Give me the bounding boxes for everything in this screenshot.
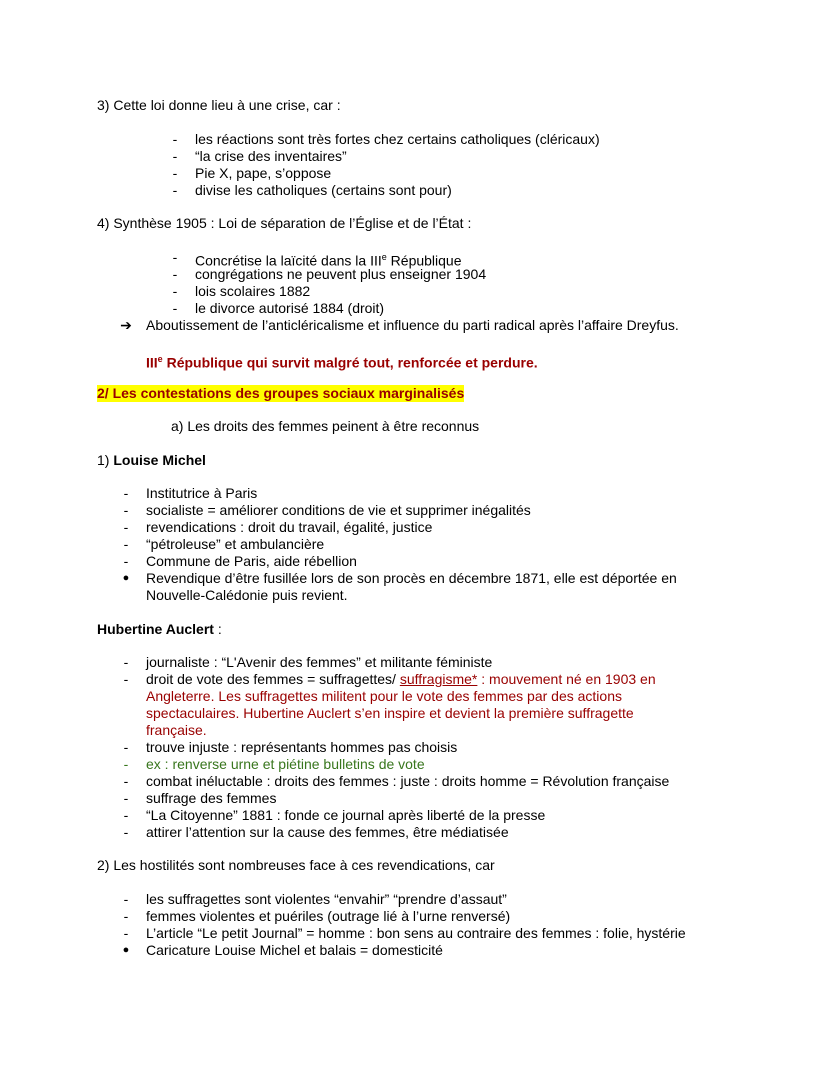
conclusion-text: République qui survit malgré tout, renforcée et perdure.	[162, 354, 538, 371]
list-item: socialiste = améliorer conditions de vie et supprimer inégalités	[146, 502, 531, 518]
part2-title: 2/ Les contestations des groupes sociaux marginalisés	[97, 385, 465, 401]
dash-marker: -	[123, 908, 129, 924]
heading-suffix: :	[213, 621, 222, 637]
definition-text: : mouvement né en 1903 en	[477, 671, 656, 687]
section3-heading: 3) Cette loi donne lieu à une crise, car :	[97, 97, 341, 113]
dash-marker: -	[123, 654, 129, 670]
list-item: L’article “Le petit Journal” = homme : bon sens au contraire des femmes : folie, hystérie	[146, 925, 686, 941]
dash-marker: -	[123, 553, 129, 569]
dash-marker: -	[172, 182, 178, 198]
list-item: Commune de Paris, aide rébellion	[146, 553, 357, 569]
definition-continued: française.	[146, 722, 207, 738]
list-item: trouve injuste : représentants hommes pas choisis	[146, 739, 458, 755]
dash-marker: -	[123, 485, 129, 501]
list-item: combat inéluctable : droits des femmes : juste : droits homme = Révolution française	[146, 773, 670, 789]
dash-marker: -	[172, 300, 178, 316]
arrow-icon: ➔	[120, 317, 132, 333]
dash-marker: -	[123, 790, 129, 806]
list-item: divise les catholiques (certains sont pour)	[195, 182, 452, 198]
section4-heading: 4) Synthèse 1905 : Loi de séparation de l’Église et de l’État :	[97, 215, 472, 231]
list-item: les réactions sont très fortes chez certains catholiques (cléricaux)	[195, 131, 600, 147]
definition-continued: Angleterre. Les suffragettes militent pour le vote des femmes par des actions	[146, 688, 622, 704]
list-item	[146, 671, 656, 688]
dash-marker: -	[123, 756, 129, 772]
dash-marker: -	[123, 739, 129, 755]
list-item: Pie X, pape, s’oppose	[195, 165, 332, 181]
list-item-text: République	[386, 252, 462, 269]
list-item: Caricature Louise Michel et balais = domesticité	[146, 942, 443, 958]
dash-marker: -	[123, 536, 129, 552]
list-item: le divorce autorisé 1884 (droit)	[195, 300, 385, 316]
list-item: attirer l’attention sur la cause des femmes, être médiatisée	[146, 824, 509, 840]
person-name: Louise Michel	[113, 452, 206, 468]
list-item: congrégations ne peuvent plus enseigner 1904	[195, 266, 487, 282]
dash-marker: -	[172, 266, 178, 282]
list-item: les suffragettes sont violentes “envahir” “prendre d’assaut”	[146, 891, 507, 907]
superscript: e	[157, 354, 163, 364]
bullet-icon: ●	[122, 572, 130, 584]
list-item: journaliste : “L'Avenir des femmes” et militante féministe	[146, 654, 493, 670]
dash-marker: -	[123, 502, 129, 518]
list-item-continued: Nouvelle-Calédonie puis revient.	[146, 587, 348, 603]
dash-marker: -	[123, 671, 129, 687]
republic-conclusion	[146, 351, 538, 372]
michel-heading	[97, 452, 206, 469]
dash-marker: -	[123, 807, 129, 823]
list-item-text: droit de vote des femmes = suffragettes/	[146, 671, 400, 687]
list-item-example: ex : renverse urne et piétine bulletins de vote	[146, 756, 425, 772]
dash-marker: -	[172, 131, 178, 147]
list-item: Revendique d’être fusillée lors de son procès en décembre 1871, elle est déportée en	[146, 570, 677, 586]
superscript: e	[381, 252, 387, 262]
dash-marker: -	[172, 283, 178, 299]
underlined-term: suffragisme*	[399, 671, 478, 687]
dash-marker: -	[123, 824, 129, 840]
list-item-text: Concrétise la laïcité dans la III	[195, 252, 382, 269]
list-item: “La Citoyenne” 1881 : fonde ce journal après liberté de la presse	[146, 807, 546, 823]
auclert-heading	[97, 621, 222, 638]
dash-marker: -	[172, 165, 178, 181]
definition-continued: spectaculaires. Hubertine Auclert s’en inspire et devient la première suffragette	[146, 705, 634, 721]
person-name: Hubertine Auclert	[97, 621, 214, 637]
bullet-icon: ●	[122, 944, 130, 956]
list-item: “pétroleuse” et ambulancière	[146, 536, 325, 552]
dash-marker: -	[123, 925, 129, 941]
arrow-conclusion: Aboutissement de l’anticléricalisme et influence du parti radical après l’affaire Dreyfus.	[146, 317, 679, 333]
heading-prefix: 1)	[97, 452, 114, 468]
list-item: revendications : droit du travail, égalité, justice	[146, 519, 433, 535]
conclusion-text: III	[146, 354, 158, 371]
list-item: femmes violentes et puériles (outrage lié à l’urne renversé)	[146, 908, 511, 924]
hostility-heading: 2) Les hostilités sont nombreuses face à ces revendications, car	[97, 857, 495, 873]
dash-marker: -	[123, 773, 129, 789]
dash-marker: -	[172, 148, 178, 164]
subsection-a: a) Les droits des femmes peinent à être reconnus	[171, 418, 480, 434]
dash-marker: -	[123, 519, 129, 535]
list-item: lois scolaires 1882	[195, 283, 311, 299]
dash-marker: -	[172, 249, 178, 265]
dash-marker: -	[123, 891, 129, 907]
list-item: suffrage des femmes	[146, 790, 277, 806]
list-item: “la crise des inventaires”	[195, 148, 347, 164]
list-item: Institutrice à Paris	[146, 485, 258, 501]
